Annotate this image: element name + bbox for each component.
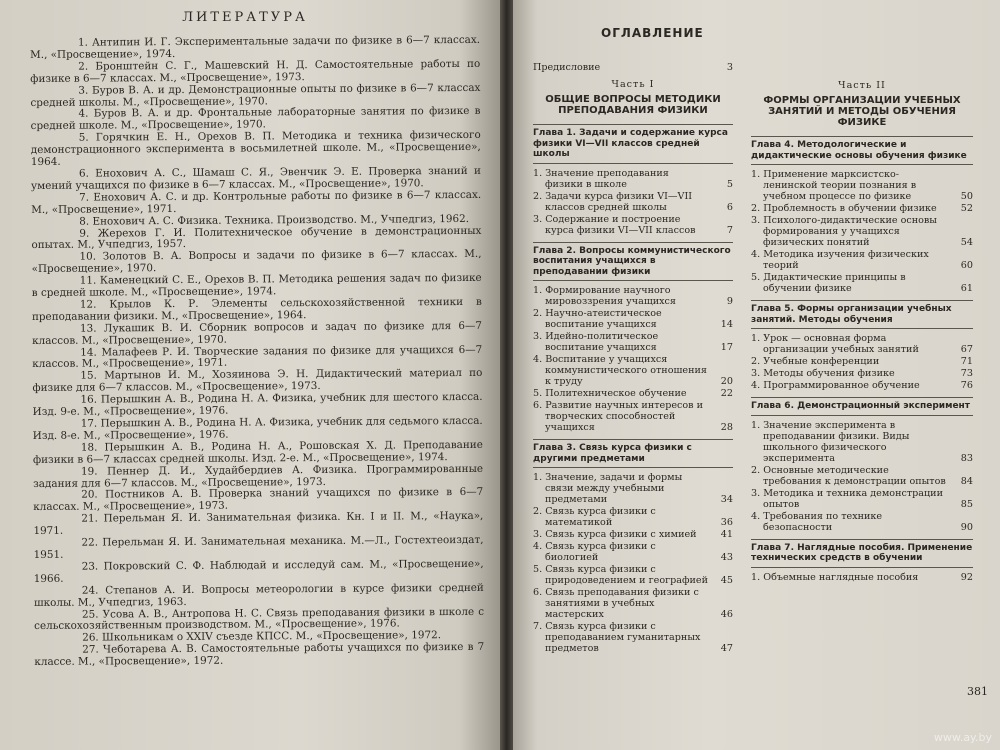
toc-entry (533, 388, 733, 399)
toc-column-right (751, 74, 973, 584)
toc-entry (533, 472, 733, 505)
toc-entry-page: 17 (720, 342, 733, 353)
reference-item: 21. Перельман Я. И. Занимательная физика. Кн. I и II. М., «Наука», 1971. (33, 510, 484, 538)
chapter-heading: Глава 3. Связь курса физики с другими предметами (533, 439, 733, 468)
toc-entry-title: 4. Воспитание у учащихся коммунистического отношения к труду (533, 354, 707, 387)
chapter-heading: Глава 1. Задачи и содержание курса физики VI—VII классов средней школы (533, 124, 733, 164)
reference-item: 13. Лукашик В. И. Сборник вопросов и задач по физике для 6—7 классов. М., «Просвещение», 1970. (32, 319, 483, 347)
reference-item: 4. Буров В. А. и др. Фронтальные лабораторные занятия по физике в средней школе. М., «Просвещение», 1970. (30, 105, 481, 133)
toc-entry-title: 5. Связь курса физики с природоведением и географией (533, 564, 708, 586)
toc-entry-title: 4. Методика изучения физических теорий (751, 249, 929, 271)
toc-entry-title: 2. Проблемность в обучении физике (751, 203, 937, 214)
toc-entry-page: 6 (726, 201, 733, 213)
reference-item: 20. Постников А. В. Проверка знаний учащихся по физике в 6—7 классах. М., «Просвещение», 1973. (33, 486, 484, 514)
toc-entry-title: 2. Учебные конференции (751, 356, 880, 367)
reference-item: 5. Горячкин Е. Н., Орехов В. П. Методика и техника физического демонстрационного эксперимента в восьмилетней школе. М., «Просвещение», 1964. (30, 129, 481, 169)
toc-entry (751, 215, 973, 248)
toc-entry-page: 90 (960, 521, 973, 533)
reference-item: 16. Перышкин А. В., Родина Н. А. Физика, учебник для шестого класса. Изд. 9-е. М., «Просвещение», 1976. (32, 391, 483, 419)
toc-entry-page: 5 (726, 178, 733, 190)
toc-entry-title: 3. Психолого-дидактические основы формирования у учащихся физических понятий (751, 215, 937, 248)
reference-item: 3. Буров В. А. и др. Демонстрационные опыты по физике в 6—7 классах средней школы. М., «Просвещение», 1970. (30, 81, 481, 109)
chapter-heading: Глава 4. Методологические и дидактические основы обучения физике (751, 136, 973, 165)
reference-item: 6. Енохович А. С., Шамаш С. Я., Эвенчик Э. Е. Проверка знаний и умений учащихся по физике в 6—7 классах. М., «Просвещение», 1970. (30, 164, 481, 192)
toc-entry-page: 43 (720, 552, 733, 563)
book-gutter (500, 0, 513, 750)
toc-entry (533, 168, 733, 190)
toc-entry-page: 52 (960, 203, 973, 214)
toc-entry-page: 14 (720, 319, 733, 330)
reference-item: 19. Пеннер Д. И., Худайбердиев А. Физика. Программированные задания для 6—7 классов. М., «Просвещение», 1973. (33, 462, 484, 490)
literature-title: ЛИТЕРАТУРА (182, 10, 308, 25)
toc-entry (751, 420, 973, 464)
reference-item: 2. Бронштейн С. Г., Машевский Н. Д. Самостоятельные работы по физике в 6—7 классах. М., «Просвещение», 1973. (30, 57, 481, 85)
chapter-items (751, 333, 973, 391)
part2-title: ФОРМЫ ОРГАНИЗАЦИИ УЧЕБНЫХ ЗАНЯТИЙ И МЕТОДЫ ОБУЧЕНИЯ ФИЗИКЕ (763, 95, 961, 128)
reference-list (30, 35, 484, 669)
chapter-heading: Глава 5. Формы организации учебных занятий. Методы обучения (751, 300, 973, 329)
part2-chapters (751, 136, 973, 583)
toc-entry-page: 85 (960, 498, 973, 510)
reference-item: 23. Покровский С. Ф. Наблюдай и исследуй сам. М., «Просвещение», 1966. (33, 557, 484, 585)
toc-entry (751, 380, 973, 391)
toc-entry-title: 7. Связь курса физики с преподаванием гуманитарных предметов (533, 621, 701, 654)
toc-entry-page: 22 (720, 388, 733, 399)
preface-label: Предисловие (533, 62, 601, 73)
toc-entry-page: 28 (720, 422, 733, 433)
toc-entry-title: 3. Методы обучения физике (751, 368, 895, 379)
toc-entry-page: 45 (720, 575, 733, 586)
toc-entry-title: 1. Урок — основная форма организации учебных занятий (751, 333, 919, 355)
toc-entry-page: 61 (960, 283, 973, 294)
chapter-items (533, 168, 733, 236)
toc-entry-page: 71 (960, 356, 973, 367)
toc-entry-title: 2. Основные методические требования к демонстрации опытов (751, 464, 946, 487)
toc-entry-page: 60 (960, 260, 973, 271)
part1-label: Часть I (611, 79, 655, 90)
toc-entry-title: 6. Развитие научных интересов и творческих способностей учащихся (533, 400, 704, 433)
toc-entry-title: 1. Формирование научного мировоззрения учащихся (533, 285, 676, 307)
toc-entry (533, 541, 733, 563)
toc-entry-page: 76 (960, 380, 973, 391)
toc-entry-page: 47 (720, 643, 733, 654)
toc-entry-page: 50 (960, 191, 973, 202)
part2-label: Часть II (838, 80, 886, 91)
toc-entry (533, 354, 733, 387)
toc-entry-title: 3. Связь курса физики с химией (533, 529, 697, 540)
toc-entry (751, 488, 973, 510)
toc-entry-page: 92 (960, 571, 973, 583)
toc-entry (533, 191, 733, 213)
toc-entry-title: 4. Программированное обучение (751, 380, 920, 391)
toc-entry (751, 368, 973, 379)
toc-entry (751, 203, 973, 214)
part1-chapters (533, 124, 733, 654)
toc-entry-page: 84 (960, 475, 973, 487)
chapter-items (533, 472, 733, 654)
preface-page: 3 (726, 62, 733, 73)
toc-entry-title: 1. Применение марксистско-ленинской теории познания в учебном процессе по физике (751, 169, 917, 202)
toc-entry (533, 506, 733, 528)
toc-entry-title: 2. Научно-атеистическое воспитание учащихся (533, 308, 662, 330)
toc-entry-title: 2. Задачи курса физики VI—VII классов средней школы (533, 190, 693, 213)
toc-entry-title: 3. Идейно-политическое воспитание учащихся (533, 331, 659, 353)
toc-entry-title: 1. Значение преподавания физики в школе (533, 167, 669, 190)
toc-entry-title: 1. Значение, задачи и формы связи между учебными предметами (533, 472, 683, 505)
toc-entry-page: 54 (960, 237, 973, 248)
toc-entry (533, 400, 733, 433)
toc-entry (751, 272, 973, 294)
toc-title: ОГЛАВЛЕНИЕ (601, 26, 704, 40)
toc-entry (533, 331, 733, 353)
toc-entry (533, 214, 733, 236)
toc-entry (533, 621, 733, 654)
toc-entry (533, 285, 733, 307)
chapter-items (751, 572, 973, 583)
toc-entry-page: 34 (720, 494, 733, 505)
chapter-heading: Глава 7. Наглядные пособия. Применение технических средств в обучении (751, 539, 973, 568)
reference-item: 17. Перышкин А. В., Родина Н. А. Физика, учебник для седьмого класса. Изд. 8-е. М., «Просвещение», 1976. (32, 414, 483, 442)
watermark: www.ay.by (933, 731, 992, 744)
toc-column-left (533, 62, 733, 655)
toc-entry-page: 83 (960, 452, 973, 464)
toc-entry-title: 4. Связь курса физики с биологией (533, 541, 656, 563)
toc-entry-page: 41 (720, 529, 733, 540)
reference-item: 7. Енохович А. С. и др. Контрольные работы по физике в 6—7 классах. М., «Просвещение», 1971. (31, 188, 482, 216)
toc-entry-title: 3. Содержание и построение курса физики VI—VII классов (533, 213, 696, 236)
toc-entry (751, 333, 973, 355)
toc-entry (533, 529, 733, 540)
chapter-heading: Глава 6. Демонстрационный эксперимент (751, 397, 973, 416)
toc-entry-page: 73 (960, 368, 973, 379)
toc-entry-title: 6. Связь преподавания физики с занятиями в учебных мастерских (533, 587, 699, 620)
chapter-items (751, 420, 973, 533)
reference-item: 25. Усова А. В., Антропова Н. С. Связь преподавания физики в школе с сельскохозяйственным производством. М., «Просвещение», 1976. (34, 605, 485, 633)
chapter-heading: Глава 2. Вопросы коммунистического воспитания учащихся в преподавании физики (533, 242, 733, 282)
toc-entry (751, 511, 973, 533)
toc-entry-page: 46 (720, 609, 733, 620)
toc-entry (751, 169, 973, 202)
toc-entry-page: 9 (726, 296, 733, 307)
reference-item: 15. Мартынов И. М., Хозяинова Э. Н. Дидактический материал по физике для 6—7 классов. М., «Просвещение», 1973. (32, 367, 483, 395)
reference-item: 24. Степанов А. И. Вопросы метеорологии в курсе физики средней школы. М., Учпедгиз, 1963. (33, 581, 484, 609)
chapter-items (751, 169, 973, 294)
reference-item: 10. Золотов В. А. Вопросы и задачи по физике в 6—7 классах. М., «Просвещение», 1970. (31, 248, 482, 276)
toc-entry (533, 308, 733, 330)
toc-entry-page: 7 (726, 224, 733, 236)
toc-preface (533, 62, 733, 73)
toc-entry (533, 564, 733, 586)
reference-item: 9. Жерехов Г. И. Политехническое обучение в демонстрационных опытах. М., Учпедгиз, 1957. (31, 224, 482, 252)
toc-entry-title: 5. Дидактические принципы в обучении физике (751, 272, 906, 294)
toc-entry (751, 249, 973, 271)
reference-item: 11. Каменецкий С. Е., Орехов В. П. Методика решения задач по физике в средней школе. М., «Просвещение», 1974. (31, 271, 482, 300)
toc-entry-title: 1. Значение эксперимента в преподавании физики. Виды школьного физического эксперимента (751, 419, 910, 464)
toc-entry-page: 36 (720, 517, 733, 528)
toc-entry (751, 356, 973, 367)
reference-item: 26. Школьникам о XXIV съезде КПСС. М., «Просвещение», 1972. (82, 629, 442, 644)
toc-entry (751, 572, 973, 583)
right-page (513, 0, 1000, 750)
reference-item: 12. Крылов К. Р. Элементы сельскохозяйственной техники в преподавании физики. М., «Просвещение», 1964. (31, 295, 482, 323)
reference-item: 1. Антипин И. Г. Экспериментальные задачи по физике в 6—7 классах. М., «Просвещение», 1974. (30, 33, 481, 61)
reference-item: 14. Малафеев Р. И. Творческие задания по физике для учащихся 6—7 классов. М., «Просвещение», 1971. (32, 343, 483, 371)
toc-entry-title: 1. Объемные наглядные пособия (751, 571, 919, 583)
reference-item: 22. Перельман Я. И. Занимательная механика. М.—Л., Гостехтеоиздат, 1951. (33, 533, 484, 561)
reference-item: 27. Чеботарева А. В. Самостоятельные работы учащихся по физике в 7 классе. М., «Просвещение», 1972. (34, 641, 485, 669)
chapter-items (533, 285, 733, 433)
toc-entry-title: 4. Требования по технике безопасности (751, 510, 883, 533)
toc-entry-page: 67 (960, 344, 973, 355)
toc-entry-page: 20 (720, 376, 733, 387)
toc-entry (751, 465, 973, 487)
reference-item: 8. Енохович А. С. Физика. Техника. Производство. М., Учпедгиз, 1962. (79, 212, 470, 228)
toc-entry-title: 2. Связь курса физики с математикой (533, 506, 656, 528)
reference-item: 18. Перышкин А. В., Родина Н. А., Рошовская Х. Д. Преподавание физики в 6—7 классах средней школы. Изд. 2-е. М., «Просвещение», 1974. (32, 438, 483, 466)
toc-entry (533, 587, 733, 620)
toc-entry-title: 5. Политехническое обучение (533, 388, 687, 399)
page-number: 381 (967, 685, 988, 698)
toc-entry-title: 3. Методика и техника демонстрации опытов (751, 487, 943, 510)
part1-title: ОБЩИЕ ВОПРОСЫ МЕТОДИКИ ПРЕПОДАВАНИЯ ФИЗИКИ (545, 94, 721, 116)
